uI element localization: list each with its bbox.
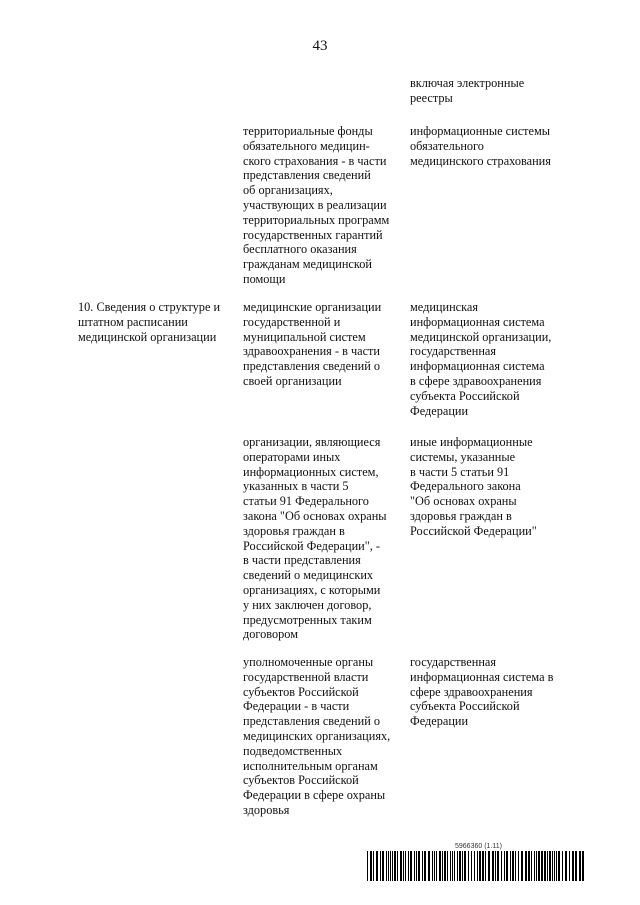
barcode-bar (521, 851, 523, 881)
cell-territorial-funds: территориальные фонды обязательного медицин- ского страхования - в части представления сведений об организациях, участвующих в реализации территориальных программ государственных гарантий бесплатного оказания гражданам медицинской помощи (243, 124, 390, 286)
barcode-bar (538, 851, 540, 881)
cell-oms-info-systems: информационные системы обязательного медицинского страхования (410, 124, 551, 168)
cell-medical-info-system: медицинская информационная система медицинской организации, государственная информационная система в сфере здравоохранения субъекта Российской Федерации (410, 300, 552, 418)
barcode-bar (495, 851, 496, 881)
barcode-bar (556, 851, 557, 881)
barcode-bar (468, 851, 469, 881)
barcode-bar (380, 851, 381, 881)
cell-info-system-continued: включая электронные реестры (410, 76, 525, 105)
barcode-bar (390, 851, 391, 881)
barcode-bar (562, 851, 563, 881)
barcode-bar (452, 851, 453, 881)
barcode-bar (492, 851, 494, 881)
barcode-bar (497, 851, 499, 881)
barcode-bar (428, 851, 430, 881)
barcode-bar (434, 851, 435, 881)
barcode-bar (515, 851, 516, 881)
barcode-bar (382, 851, 384, 881)
barcode-bar (394, 851, 396, 881)
barcode-bar (464, 851, 466, 881)
barcode-bar (418, 851, 420, 881)
barcode-bar (444, 851, 446, 881)
cell-item-10-title: 10. Сведения о структуре и штатном расписании медицинской организации (78, 300, 221, 344)
barcode-bar (400, 851, 402, 881)
barcode-bar (436, 851, 437, 881)
barcode (367, 843, 585, 883)
barcode-bar (512, 851, 514, 881)
barcode-bar (397, 851, 398, 881)
barcode-bar (534, 851, 535, 881)
barcode-bar (528, 851, 530, 881)
barcode-bar (582, 851, 584, 881)
cell-other-info-systems: иные информационные системы, указанные в части 5 статьи 91 Федерального закона "Об основах охраны здоровья граждан в Российской Федерации" (410, 435, 537, 538)
barcode-bar (477, 851, 478, 881)
barcode-bar (447, 851, 448, 881)
barcode-bar (510, 851, 511, 881)
barcode-bar (471, 851, 472, 881)
barcode-bar (485, 851, 486, 881)
barcode-bar (504, 851, 505, 881)
barcode-bar (432, 851, 433, 881)
barcode-bar (501, 851, 502, 881)
cell-state-info-system: государственная информационная система в сфере здравоохранения субъекта Российской Федерации (410, 655, 554, 729)
barcode-bar (450, 851, 451, 881)
barcode-bar (442, 851, 443, 881)
barcode-bars (367, 851, 585, 881)
barcode-bar (439, 851, 441, 881)
barcode-bar (386, 851, 387, 881)
barcode-number: 5966360 (1.11) (455, 843, 502, 850)
barcode-bar (552, 851, 553, 881)
barcode-bar (579, 851, 581, 881)
barcode-bar (414, 851, 415, 881)
barcode-bar (408, 851, 409, 881)
barcode-bar (482, 851, 484, 881)
cell-operator-organizations: организации, являющиеся операторами иных информационных систем, указанных в части 5 статьи 91 Федерального закона "Об основах охраны здоровья граждан в Российской Федерации", - в части представления сведений о медицинских организациях, с которыми у них заключен договор, предусмотренных таким договором (243, 435, 387, 642)
cell-authorized-bodies: уполномоченные органы государственной власти субъектов Российской Федерации - в части представления сведений о медицинских организациях, подведомственных исполнительным органам субъектов Российской Федерации в сфере охраны здоровья (243, 655, 391, 817)
barcode-bar (416, 851, 417, 881)
barcode-bar (479, 851, 481, 881)
barcode-bar (575, 851, 577, 881)
barcode-bar (410, 851, 412, 881)
barcode-bar (536, 851, 537, 881)
barcode-bar (541, 851, 543, 881)
barcode-bar (422, 851, 423, 881)
barcode-bar (457, 851, 458, 881)
barcode-bar (388, 851, 389, 881)
barcode-bar (506, 851, 508, 881)
barcode-bar (405, 851, 406, 881)
barcode-bar (454, 851, 455, 881)
barcode-bar (531, 851, 532, 881)
barcode-bar (403, 851, 404, 881)
barcode-bar (547, 851, 548, 881)
page-number: 43 (312, 38, 328, 54)
barcode-bar (544, 851, 546, 881)
barcode-bar (459, 851, 461, 881)
barcode-bar (572, 851, 574, 881)
barcode-bar (569, 851, 570, 881)
barcode-bar (370, 851, 372, 881)
barcode-bar (554, 851, 555, 881)
barcode-bar (565, 851, 567, 881)
barcode-bar (525, 851, 527, 881)
barcode-bar (474, 851, 475, 881)
barcode-bar (488, 851, 490, 881)
barcode-bar (518, 851, 519, 881)
barcode-bar (392, 851, 393, 881)
barcode-bar (367, 851, 368, 881)
cell-medical-organizations: медицинские организации государственной и муниципальной систем здравоохранения - в части представления сведений о своей организации (243, 300, 382, 388)
barcode-bar (558, 851, 560, 881)
barcode-bar (462, 851, 463, 881)
barcode-bar (376, 851, 378, 881)
barcode-bar (424, 851, 426, 881)
barcode-bar (549, 851, 551, 881)
barcode-bar (373, 851, 374, 881)
